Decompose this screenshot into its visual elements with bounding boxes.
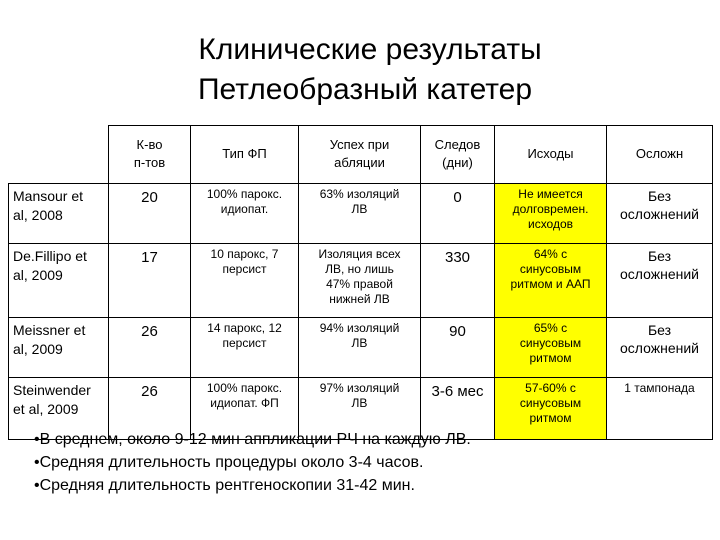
table-row <box>9 184 713 244</box>
table-header-row <box>9 126 713 184</box>
bullet-list <box>34 428 694 497</box>
cell-study: Meissner et al, 2009 <box>9 318 109 378</box>
cell-outcomes: 57-60% с синусовым ритмом <box>495 378 607 440</box>
header-cell-blank <box>9 126 109 184</box>
header-cell-complications: Осложн <box>607 126 713 184</box>
cell-outcomes: 64% с синусовым ритмом и ААП <box>495 244 607 318</box>
cell-count: 17 <box>109 244 191 318</box>
cell-outcomes: 65% с синусовым ритмом <box>495 318 607 378</box>
cell-complications: Без осложнений <box>607 184 713 244</box>
cell-af-type: 10 парокс, 7 персист <box>191 244 299 318</box>
title-line-2: Петлеобразный катетер <box>197 73 533 106</box>
header-cell-af-type: Тип ФП <box>191 126 299 184</box>
cell-count: 26 <box>109 318 191 378</box>
cell-count: 26 <box>109 378 191 440</box>
slide-title <box>0 30 720 110</box>
cell-outcomes: Не имеется долговремен. исходов <box>495 184 607 244</box>
cell-af-type: 100% парокс. идиопат. <box>191 184 299 244</box>
header-cell-follow-up: Следов (дни) <box>421 126 495 184</box>
cell-complications: Без осложнений <box>607 318 713 378</box>
cell-ablation-success: 97% изоляций ЛВ <box>299 378 421 440</box>
cell-ablation-success: 63% изоляций ЛВ <box>299 184 421 244</box>
cell-complications: 1 тампонада <box>607 378 713 440</box>
bullet-item: •Средняя длительность процедуры около 3-4 часов. <box>34 454 424 471</box>
title-line-1: Клинические результаты <box>198 33 542 66</box>
cell-af-type: 14 парокс, 12 персист <box>191 318 299 378</box>
cell-follow-up: 3-6 мес <box>421 378 495 440</box>
cell-ablation-success: 94% изоляций ЛВ <box>299 318 421 378</box>
bullet-item: •Средняя длительность рентгеноскопии 31-42 мин. <box>34 477 415 494</box>
cell-study: De.Fillipo et al, 2009 <box>9 244 109 318</box>
cell-follow-up: 90 <box>421 318 495 378</box>
cell-follow-up: 0 <box>421 184 495 244</box>
cell-study: Steinwender et al, 2009 <box>9 378 109 440</box>
cell-count: 20 <box>109 184 191 244</box>
cell-af-type: 100% парокс. идиопат. ФП <box>191 378 299 440</box>
cell-follow-up: 330 <box>421 244 495 318</box>
header-cell-outcomes: Исходы <box>495 126 607 184</box>
bullet-item: •В среднем, около 9-12 мин аппликации РЧ на каждую ЛВ. <box>34 431 471 448</box>
cell-ablation-success: Изоляция всех ЛВ, но лишь 47% правой нижней ЛВ <box>299 244 421 318</box>
table-row <box>9 318 713 378</box>
cell-study: Mansour et al, 2008 <box>9 184 109 244</box>
header-cell-count: К-во п-тов <box>109 126 191 184</box>
table-row <box>9 244 713 318</box>
header-cell-ablation-success: Успех при абляции <box>299 126 421 184</box>
cell-complications: Без осложнений <box>607 244 713 318</box>
results-table <box>8 125 713 440</box>
